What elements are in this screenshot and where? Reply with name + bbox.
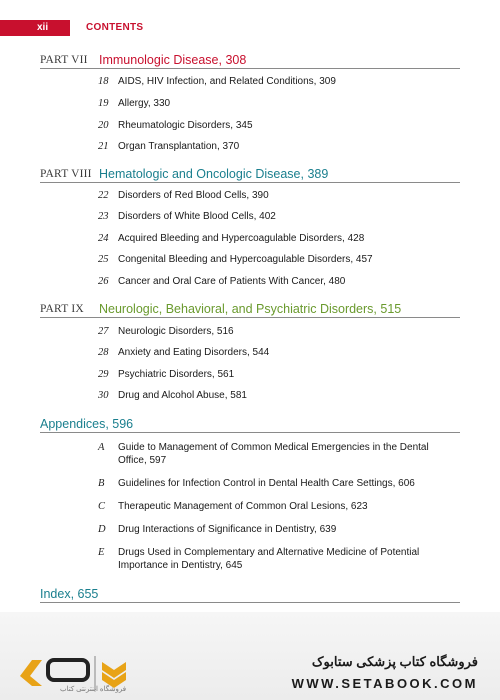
entry-text: Therapeutic Management of Common Oral Lesions, 623 xyxy=(118,501,368,512)
appendix-letter: C xyxy=(98,501,106,512)
appendices-heading: Appendices, 596 xyxy=(40,416,460,433)
chapter-number: 23 xyxy=(98,211,109,222)
part-label: PART VIII xyxy=(40,168,92,180)
entry-text: Guide to Management of Common Medical Emergencies in the Dental Office, 597 xyxy=(118,442,429,466)
part-heading-viii xyxy=(40,166,460,183)
chapter-number: 28 xyxy=(98,347,109,358)
part-title: Neurologic, Behavioral, and Psychiatric Disorders, 515 xyxy=(99,302,402,316)
chapter-number: 19 xyxy=(98,98,109,109)
entry-text: Disorders of White Blood Cells, 402 xyxy=(118,211,276,222)
entry-text: Drugs Used in Complementary and Alternative Medicine of Potential Importance in Dentistry, 645 xyxy=(118,547,420,571)
logo-chevron-left xyxy=(20,660,42,686)
header-title: CONTENTS xyxy=(86,22,144,33)
entry-text: Congenital Bleeding and Hypercoagulable Disorders, 457 xyxy=(118,254,373,265)
appendix-letter: B xyxy=(98,478,105,489)
part-title: Immunologic Disease, 308 xyxy=(99,53,247,67)
page-number: xii xyxy=(37,22,49,33)
entry-text: Acquired Bleeding and Hypercoagulable Disorders, 428 xyxy=(118,233,365,244)
index-heading: Index, 655 xyxy=(40,586,460,603)
part-label: PART VII xyxy=(40,54,88,66)
part-title: Hematologic and Oncologic Disease, 389 xyxy=(99,167,329,181)
chapter-number: 22 xyxy=(98,190,109,201)
entry-text: Drug and Alcohol Abuse, 581 xyxy=(118,390,247,401)
appendix-letter: E xyxy=(98,547,105,558)
part-heading-vii xyxy=(40,52,460,69)
entry-text: Allergy, 330 xyxy=(118,98,171,109)
chapter-number: 20 xyxy=(98,120,109,131)
chapter-number: 24 xyxy=(98,233,109,244)
chapter-number: 27 xyxy=(98,326,109,337)
chapter-number: 26 xyxy=(98,276,109,287)
entry-text: Guidelines for Infection Control in Dental Health Care Settings, 606 xyxy=(118,478,415,489)
entry-text: Cancer and Oral Care of Patients With Cancer, 480 xyxy=(118,276,346,287)
entry-text: Rheumatologic Disorders, 345 xyxy=(118,120,253,131)
entry-text: Organ Transplantation, 370 xyxy=(118,141,240,152)
shop-title: فروشگاه کتاب پزشکی ستابوک xyxy=(311,654,478,669)
entry-text: Neurologic Disorders, 516 xyxy=(118,326,234,337)
appendix-letter: A xyxy=(98,442,105,453)
logo-caption: فروشگاه اینترنتی کتاب xyxy=(60,686,127,693)
part-heading-ix xyxy=(40,301,460,318)
entry-text: Psychiatric Disorders, 561 xyxy=(118,369,235,380)
chapter-number: 18 xyxy=(98,76,109,87)
entry-text: Disorders of Red Blood Cells, 390 xyxy=(118,190,269,201)
entry-text: AIDS, HIV Infection, and Related Conditions, 309 xyxy=(118,76,336,87)
entry-text: Anxiety and Eating Disorders, 544 xyxy=(118,347,270,358)
chapter-number: 25 xyxy=(98,254,109,265)
appendix-letter: D xyxy=(98,524,106,535)
part-label: PART IX xyxy=(40,303,84,315)
chapter-number: 29 xyxy=(98,369,109,380)
shop-url[interactable]: WWW.SETABOOK.COM xyxy=(291,676,478,691)
entry-text: Drug Interactions of Significance in Dentistry, 639 xyxy=(118,524,337,535)
chapter-number: 30 xyxy=(98,390,109,401)
logo-letterform xyxy=(48,660,88,680)
running-header xyxy=(0,20,500,36)
chapter-number: 21 xyxy=(98,141,109,152)
